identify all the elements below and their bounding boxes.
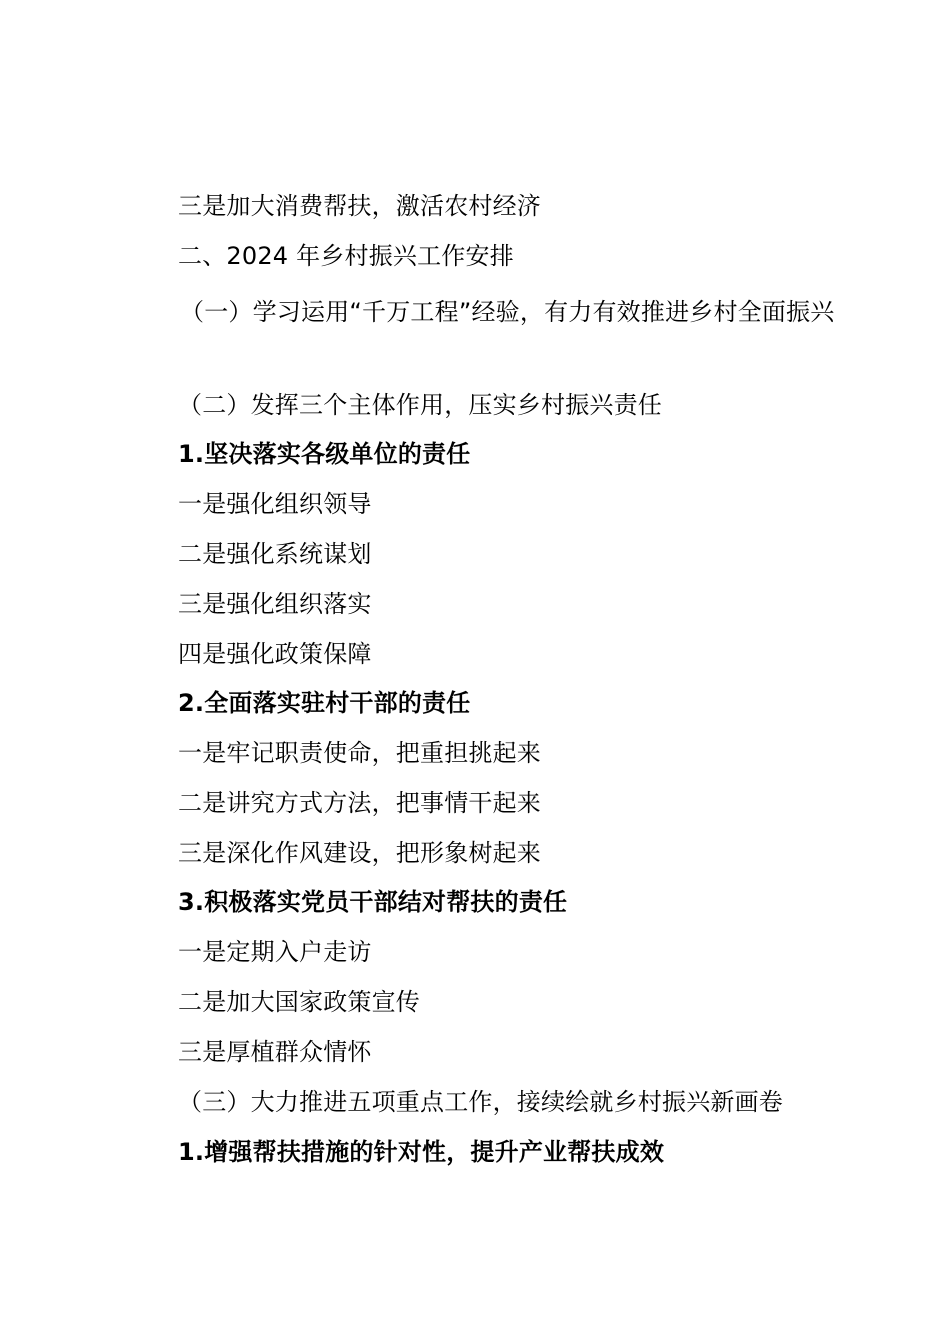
list-item: 二是加大国家政策宣传: [178, 988, 420, 1016]
list-item: 三是强化组织落实: [178, 590, 372, 618]
list-item: 四是强化政策保障: [178, 640, 372, 668]
list-item: 三是深化作风建设，把形象树起来: [178, 839, 541, 867]
list-item: 一是牢记职责使命，把重担挑起来: [178, 739, 541, 767]
bold-heading-party-member: 3.积极落实党员干部结对帮扶的责任: [178, 888, 568, 916]
section-heading-2024-plan: 二、2024 年乡村振兴工作安排: [178, 242, 514, 270]
paragraph-consumption-support: 三是加大消费帮扶，激活农村经济: [178, 192, 541, 220]
bold-heading-unit-responsibility: 1.坚决落实各级单位的责任: [178, 440, 471, 468]
list-item: 二是讲究方式方法，把事情干起来: [178, 789, 541, 817]
bold-heading-village-cadre: 2.全面落实驻村干部的责任: [178, 689, 471, 717]
list-item: 一是强化组织领导: [178, 490, 372, 518]
list-item: 一是定期入户走访: [178, 938, 372, 966]
subsection-heading-1: （一）学习运用“千万工程”经验，有力有效推进乡村全面振兴: [180, 298, 835, 326]
bold-heading-industry-support: 1.增强帮扶措施的针对性，提升产业帮扶成效: [178, 1138, 665, 1166]
list-item: 二是强化系统谋划: [178, 540, 372, 568]
subsection-heading-2: （二）发挥三个主体作用，压实乡村振兴责任: [178, 391, 662, 419]
list-item: 三是厚植群众情怀: [178, 1038, 372, 1066]
subsection-heading-3: （三）大力推进五项重点工作，接续绘就乡村振兴新画卷: [178, 1088, 783, 1116]
